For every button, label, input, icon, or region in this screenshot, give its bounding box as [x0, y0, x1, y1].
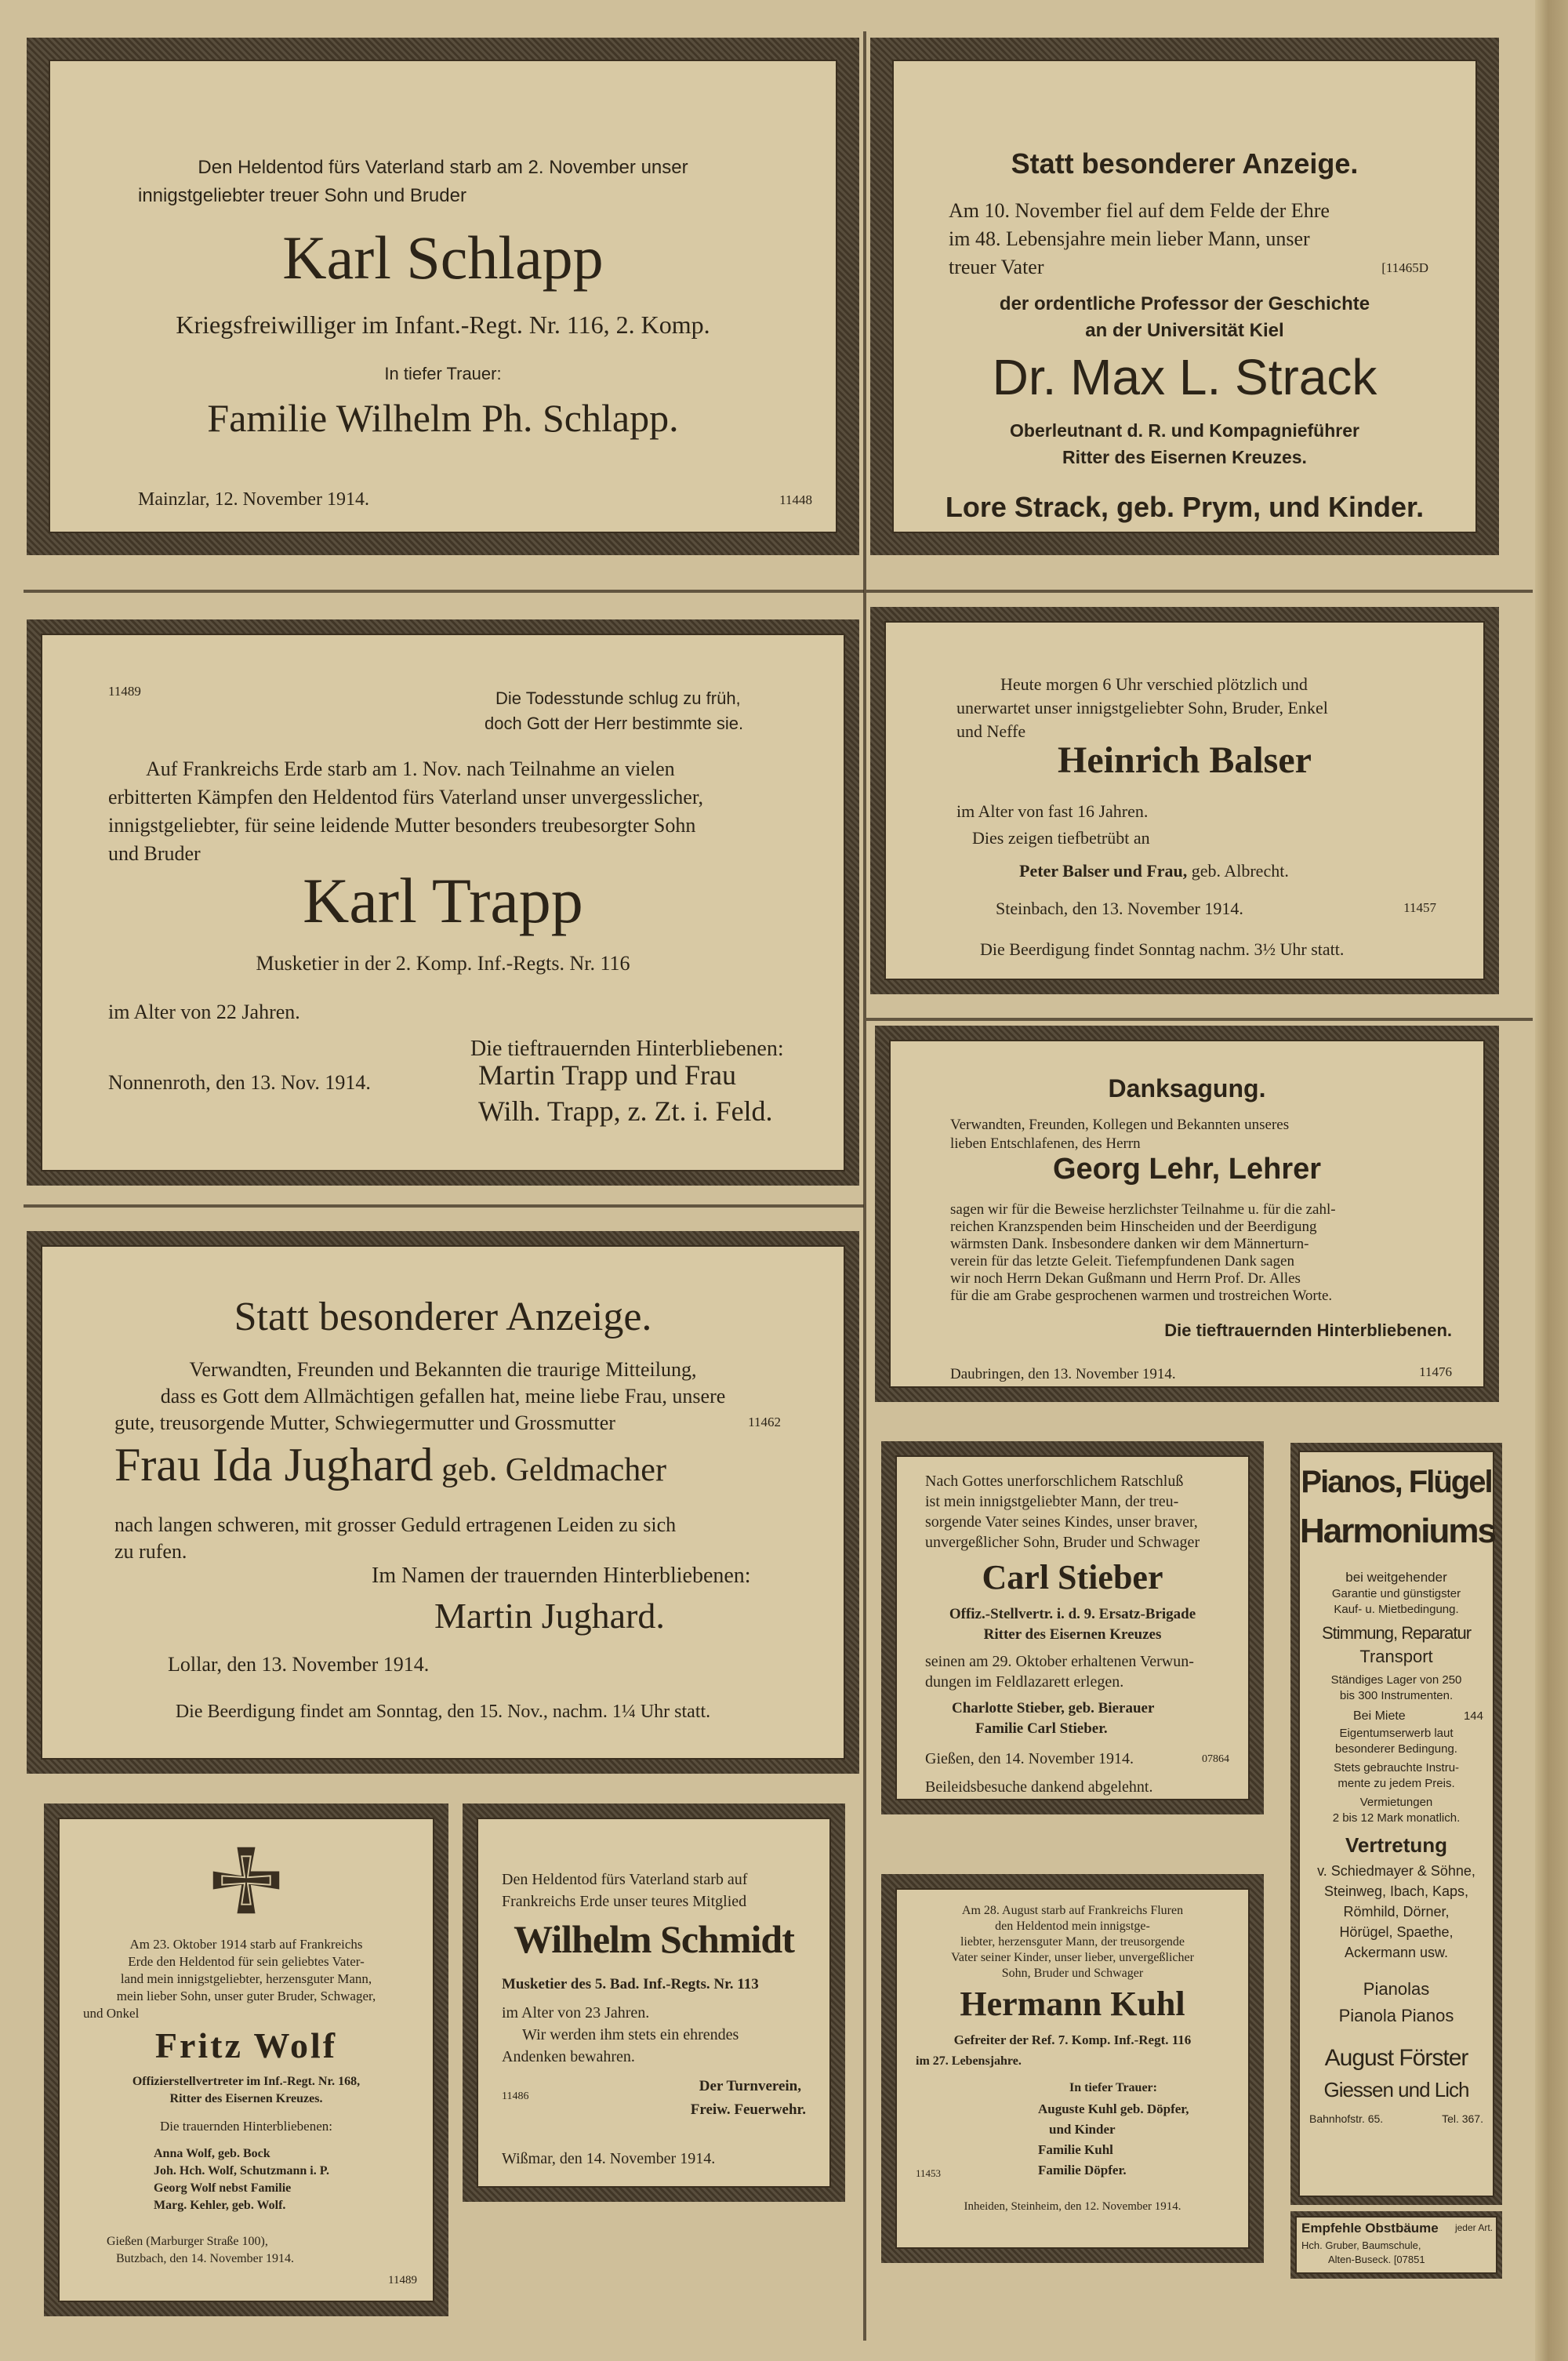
deceased-name: Dr. Max L. Strack — [992, 349, 1377, 405]
ad-line-7: Transport — [1359, 1647, 1433, 1666]
ad-carl-stieber — [881, 1441, 1264, 1814]
intro-line-3: treuer Vater — [949, 256, 1044, 278]
ad-carl-stieber-inner — [895, 1455, 1250, 1800]
ad-line-6: Stimmung, Reparatur — [1321, 1623, 1472, 1643]
ad-obstbaeume — [1290, 2211, 1502, 2279]
intro-line-1: Am 10. November fiel auf dem Felde der Ehre — [949, 199, 1330, 222]
ad-line-3: bei weitgehender — [1345, 1570, 1447, 1585]
family-line-2: und Kinder — [1049, 2122, 1116, 2137]
row-rule-4 — [866, 1018, 1533, 1021]
family-line-3: Georg Wolf nebst Familie — [154, 2181, 292, 2195]
intro-line-5: und Onkel — [83, 2006, 140, 2021]
row-rule-1 — [24, 590, 864, 593]
rank-line-2: Ritter des Eisernen Kreuzes — [983, 1626, 1162, 1643]
mourning-label: Die tieftrauernden Hinterbliebenen. — [1164, 1320, 1452, 1340]
ad-code: 11476 — [1419, 1364, 1452, 1379]
military-rank: Musketier des 5. Bad. Inf.-Regts. Nr. 113 — [502, 1976, 759, 1992]
ad-heinrich-balser — [870, 607, 1499, 994]
family-name: Lore Strack, geb. Prym, und Kinder. — [945, 491, 1425, 523]
family-line-1: Charlotte Stieber, geb. Bierauer — [952, 1700, 1155, 1716]
intro-line-1: Verwandten, Freunden, Kollegen und Bekannten unseres — [950, 1117, 1290, 1133]
ad-hermann-kuhl — [881, 1874, 1264, 2263]
intro-line-2: im 48. Lebensjahre mein lieber Mann, unser — [949, 227, 1310, 250]
intro-line-1: Verwandten, Freunden und Bekannten die traurige Mitteilung, — [189, 1358, 697, 1381]
title-line-1: der ordentliche Professor der Geschichte — [999, 293, 1370, 314]
ad-ida-jughard — [27, 1231, 859, 1774]
thanks-line-6: für die am Grabe gesprochenen warmen und trostreichen Worte. — [950, 1288, 1333, 1304]
intro-line-1: Nach Gottes unerforschlichem Ratschluß — [925, 1473, 1184, 1490]
ad-header: Danksagung. — [1108, 1074, 1266, 1102]
family-line-1: Martin Trapp und Frau — [478, 1059, 737, 1091]
place-date: Gießen, den 14. November 1914. — [925, 1750, 1134, 1767]
intro-line-5: Sohn, Bruder und Schwager — [1001, 1967, 1144, 1980]
deceased-name: Karl Schlapp — [282, 223, 604, 292]
ad-title-1: Pianos, Flügel — [1301, 1465, 1492, 1499]
deceased-name: Carl Stieber — [982, 1558, 1163, 1596]
thanks-line-3: wärmsten Dank. Insbesondere danken wir dem Männerturn- — [950, 1236, 1309, 1252]
age-line: im 27. Lebensjahre. — [916, 2054, 1022, 2068]
intro-line-1: Den Heldentod fürs Vaterland starb auf — [502, 1871, 748, 1888]
rank-line-1: Offizierstellvertreter im Inf.-Regt. Nr. 168, — [132, 2075, 361, 2088]
ad-code: 11457 — [1403, 900, 1436, 915]
intro-line-2: erbitterten Kämpfen den Heldentod fürs Vaterland unser unvergesslicher, — [108, 786, 703, 808]
family-line — [1019, 861, 1289, 881]
ad-pianos-inner — [1298, 1451, 1494, 2197]
family-line-2: Familie Carl Stieber. — [975, 1720, 1108, 1737]
thanks-line-4: verein für das letzte Geleit. Tiefempfundenen Dank sagen — [950, 1253, 1294, 1269]
ad-line-23: Pianolas — [1363, 1979, 1430, 1999]
intro-line-2: ist mein innigstgeliebter Mann, der treu- — [925, 1493, 1179, 1510]
ad-danksagung-inner — [889, 1040, 1485, 1388]
family-line-4: Familie Döpfer. — [1038, 2163, 1127, 2178]
ad-header: Statt besonderer Anzeige. — [1011, 147, 1359, 180]
ad-code: 11462 — [748, 1415, 781, 1429]
ad-code: 11489 — [108, 684, 141, 699]
age-line: im Alter von 23 Jahren. — [502, 2004, 650, 2021]
row-rule-3 — [866, 590, 1533, 593]
thanks-line-2: reichen Kranzspenden beim Hinscheiden und der Beerdigung — [950, 1219, 1317, 1235]
intro-line-2: unerwartet unser innigstgeliebter Sohn, Bruder, Enkel — [956, 698, 1328, 717]
intro-line-2: Frankreichs Erde unser teures Mitglied — [502, 1893, 747, 1910]
ad-line-16: 2 bis 12 Mark monatlich. — [1332, 1811, 1461, 1825]
intro-line-2: lieben Entschlafenen, des Herrn — [950, 1135, 1141, 1152]
intro-line-3: liebter, herzensguter Mann, der treusorgende — [960, 1935, 1185, 1949]
intro-line-3: sorgende Vater seines Kindes, unser braver, — [925, 1513, 1198, 1531]
ad-line-11: Eigentumserwerb laut — [1339, 1727, 1454, 1740]
ad-wilhelm-schmidt — [463, 1803, 845, 2202]
intro-line-3: innigstgeliebter, für seine leidende Mutter besonders treubesorgter Sohn — [108, 814, 696, 837]
page-edge — [1535, 0, 1568, 2361]
ad-line-1b: jeder Art. — [1454, 2222, 1493, 2233]
intro-line-1: Am 23. Oktober 1914 starb auf Frankreichs — [129, 1937, 363, 1952]
ad-code: 11486 — [502, 2090, 529, 2102]
ad-line-24: Pianola Pianos — [1338, 2006, 1454, 2025]
deceased-name: Fritz Wolf — [154, 2025, 338, 2065]
memory-line-1: Wir werden ihm stets ein ehrendes — [522, 2026, 739, 2043]
burial-line: Die Beerdigung findet am Sonntag, den 15. Nov., nachm. 1¼ Uhr statt. — [175, 1702, 711, 1722]
motto-line-2: doch Gott der Herr bestimmte sie. — [485, 714, 744, 733]
deceased-name: Karl Trapp — [303, 865, 583, 936]
ad-line-10: Bei Miete — [1353, 1709, 1406, 1723]
family-line-1: Auguste Kuhl geb. Döpfer, — [1038, 2101, 1189, 2116]
mourning-label: Die trauernden Hinterbliebenen: — [160, 2119, 332, 2134]
ad-line-26: Giessen und Lich — [1323, 2078, 1469, 2101]
intro-line-5: seinen am 29. Oktober erhaltenen Verwun- — [925, 1653, 1194, 1670]
ad-karl-trapp-inner — [41, 634, 845, 1171]
ad-ida-jughard-inner — [41, 1245, 845, 1760]
ad-fritz-wolf — [44, 1803, 448, 2316]
thanks-line-5: wir noch Herrn Dekan Gußmann und Herrn Prof. Dr. Alles — [950, 1270, 1301, 1287]
intro-line-4: und Bruder — [108, 842, 201, 865]
deceased-name: Frau Ida Jughard — [114, 1439, 434, 1491]
intro-line-2: Erde den Heldentod für sein geliebtes Vater- — [128, 1954, 365, 1969]
ad-line-21: Hörügel, Spaethe, — [1339, 1924, 1454, 1940]
family-line-3: Familie Kuhl — [1038, 2142, 1113, 2157]
family-line-4: Marg. Kehler, geb. Wolf. — [154, 2199, 286, 2212]
age-line: im Alter von fast 16 Jahren. — [956, 801, 1149, 821]
intro-line-3: und Neffe — [956, 721, 1026, 741]
title-line-2: an der Universität Kiel — [1085, 320, 1284, 341]
ad-max-strack-inner — [892, 60, 1477, 533]
ad-header: Statt besonderer Anzeige. — [234, 1295, 652, 1339]
family-name: Peter Balser und Frau, — [1019, 861, 1188, 881]
ad-code: 07864 — [1202, 1753, 1229, 1765]
row-rule-2 — [24, 1204, 864, 1208]
family-line-1: Anna Wolf, geb. Bock — [154, 2147, 270, 2160]
ad-code: 11453 — [916, 2167, 942, 2179]
ad-wilhelm-schmidt-inner — [477, 1818, 831, 2188]
place-line-1: Gießen (Marburger Straße 100), — [107, 2235, 268, 2248]
motto-line-1: Die Todesstunde schlug zu früh, — [495, 688, 741, 708]
ad-hermann-kuhl-inner — [895, 1888, 1250, 2249]
club-line-1: Der Turnverein, — [699, 2078, 801, 2094]
intro-line-6: dungen im Feldlazarett erlegen. — [925, 1673, 1124, 1691]
place-date: Inheiden, Steinheim, den 12. November 1914. — [964, 2200, 1181, 2213]
intro-line-3: land mein innigstgeliebter, herzensguter Mann, — [120, 1971, 372, 1986]
ad-title-2: Harmoniums — [1300, 1512, 1495, 1550]
deceased-name: Hermann Kuhl — [960, 1985, 1185, 2023]
intro-line-4: unvergeßlicher Sohn, Bruder und Schwager — [925, 1534, 1200, 1551]
ad-max-strack — [870, 38, 1499, 555]
ad-pianos — [1290, 1443, 1502, 2205]
ad-line-20: Römhild, Dörner, — [1343, 1904, 1450, 1920]
notice-line: Dies zeigen tiefbetrübt an — [972, 828, 1150, 848]
ad-line-22: Ackermann usw. — [1344, 1945, 1449, 1960]
ad-karl-schlapp-inner — [49, 60, 837, 533]
deceased-name: Wilhelm Schmidt — [514, 1917, 794, 1961]
place-date: Nonnenroth, den 13. Nov. 1914. — [108, 1071, 371, 1094]
maiden-name: geb. Geldmacher — [433, 1452, 666, 1488]
military-rank: Kriegsfreiwilliger im Infant.-Regt. Nr. 116, 2. Komp. — [176, 311, 710, 339]
family-maiden-name: geb. Albrecht. — [1187, 861, 1289, 881]
rank-line-2: Ritter des Eisernen Kreuzes. — [169, 2092, 323, 2105]
ad-code: [11465D — [1381, 260, 1428, 275]
ad-karl-schlapp — [27, 38, 859, 555]
mourning-label: Die tieftrauernden Hinterbliebenen: — [470, 1037, 784, 1061]
intro-line-4: nach langen schweren, mit grosser Geduld ertragenen Leiden zu sich — [114, 1513, 677, 1536]
deceased-name-line — [114, 1438, 666, 1492]
intro-line-4: Vater seiner Kinder, unser lieber, unvergeßlicher — [951, 1951, 1194, 1964]
age-line: im Alter von 22 Jahren. — [108, 1001, 300, 1023]
ad-karl-trapp — [27, 619, 859, 1186]
ad-line-15: Vermietungen — [1359, 1796, 1433, 1809]
ad-line-18: v. Schiedmayer & Söhne, — [1317, 1863, 1475, 1879]
ad-line-1: Empfehle Obstbäume — [1301, 2221, 1439, 2236]
place-date: Lollar, den 13. November 1914. — [168, 1653, 430, 1676]
ad-line-13: Stets gebrauchte Instru- — [1333, 1761, 1460, 1774]
ad-line-19: Steinweg, Ibach, Kaps, — [1323, 1883, 1469, 1899]
intro-line-3: gute, treusorgende Mutter, Schwiegermutter und Grossmutter — [114, 1411, 615, 1434]
family-line-2: Wilh. Trapp, z. Zt. i. Feld. — [478, 1095, 773, 1127]
family-line-2: Joh. Hch. Wolf, Schutzmann i. P. — [154, 2164, 330, 2178]
deceased-name: Georg Lehr, Lehrer — [1052, 1153, 1322, 1186]
mourning-label: Im Namen der trauernden Hinterbliebenen: — [372, 1564, 751, 1588]
ad-line-9: bis 300 Instrumenten. — [1339, 1689, 1454, 1702]
intro-line-2: innigstgeliebter treuer Sohn und Bruder — [138, 185, 466, 206]
place-line-2: Butzbach, den 14. November 1914. — [116, 2252, 295, 2265]
condolence-note: Beileidsbesuche dankend abgelehnt. — [925, 1778, 1153, 1796]
mourning-label: In tiefer Trauer: — [1069, 2081, 1157, 2094]
ad-line-12: besonderer Bedingung. — [1335, 1742, 1457, 1756]
intro-line-1: Auf Frankreichs Erde starb am 1. Nov. nach Teilnahme an vielen — [146, 757, 675, 780]
intro-line-4: mein lieber Sohn, unser guter Bruder, Schwager, — [116, 1989, 376, 2003]
ad-code: 11448 — [779, 492, 812, 507]
place-date: Steinbach, den 13. November 1914. — [996, 899, 1243, 918]
memory-line-2: Andenken bewahren. — [502, 2048, 635, 2065]
ad-heinrich-balser-inner — [884, 621, 1485, 980]
military-rank: Musketier in der 2. Komp. Inf.-Regts. Nr. 116 — [256, 952, 630, 975]
ad-line-17: Vertretung — [1345, 1833, 1448, 1857]
ad-danksagung-georg-lehr — [875, 1026, 1499, 1402]
deceased-name: Heinrich Balser — [1058, 739, 1312, 781]
intro-line-5: zu rufen. — [114, 1540, 187, 1563]
iron-cross-icon — [209, 1843, 284, 1918]
intro-line-1: Heute morgen 6 Uhr verschied plötzlich und — [1000, 674, 1308, 694]
ad-obstbaeume-inner — [1295, 2216, 1497, 2274]
burial-line: Die Beerdigung findet Sonntag nachm. 3½ Uhr statt. — [980, 939, 1345, 959]
intro-line-2: dass es Gott dem Allmächtigen gefallen hat, meine liebe Frau, unsere — [160, 1385, 726, 1408]
military-rank: Gefreiter der Ref. 7. Komp. Inf.-Regt. 116 — [953, 2032, 1192, 2047]
rank-line-2: Ritter des Eisernen Kreuzes. — [1062, 447, 1307, 467]
intro-line-2: den Heldentod mein innigstge- — [995, 1920, 1150, 1933]
ad-code: 11489 — [388, 2274, 417, 2287]
rank-line-1: Oberleutnant d. R. und Kompagnieführer — [1010, 420, 1359, 441]
intro-line-1: Am 28. August starb auf Frankreichs Fluren — [961, 1904, 1184, 1917]
ad-line-28: Tel. 367. — [1442, 2112, 1483, 2125]
ad-line-14: mente zu jedem Preis. — [1338, 1777, 1455, 1790]
column-rule — [863, 31, 866, 2341]
ad-line-3: Alten-Buseck. [07851 — [1328, 2254, 1425, 2265]
ad-line-5: Kauf- u. Mietbedingung. — [1334, 1603, 1459, 1616]
ad-line-27: Bahnhofstr. 65. — [1309, 2112, 1384, 2125]
family-name: Martin Jughard. — [434, 1596, 665, 1636]
place-date: Wißmar, den 14. November 1914. — [502, 2150, 716, 2167]
club-line-2: Freiw. Feuerwehr. — [690, 2101, 806, 2118]
ad-line-25: August Förster — [1324, 2045, 1468, 2071]
place-date: Daubringen, den 13. November 1914. — [950, 1366, 1176, 1382]
mourning-label: In tiefer Trauer: — [384, 364, 502, 383]
ad-line-2: Hch. Gruber, Baumschule, — [1301, 2239, 1421, 2251]
ad-code: 144 — [1463, 1709, 1483, 1723]
place-date: Mainzlar, 12. November 1914. — [138, 489, 369, 510]
intro-line-1: Den Heldentod fürs Vaterland starb am 2. November unser — [198, 157, 688, 178]
ad-fritz-wolf-inner — [58, 1818, 434, 2302]
ad-line-8: Ständiges Lager von 250 — [1330, 1673, 1462, 1687]
rank-line-1: Offiz.-Stellvertr. i. d. 9. Ersatz-Brigade — [949, 1606, 1196, 1622]
thanks-line-1: sagen wir für die Beweise herzlichster Teilnahme u. für die zahl- — [950, 1201, 1336, 1218]
family-name: Familie Wilhelm Ph. Schlapp. — [207, 396, 679, 440]
ad-line-4: Garantie und günstigster — [1331, 1587, 1461, 1600]
